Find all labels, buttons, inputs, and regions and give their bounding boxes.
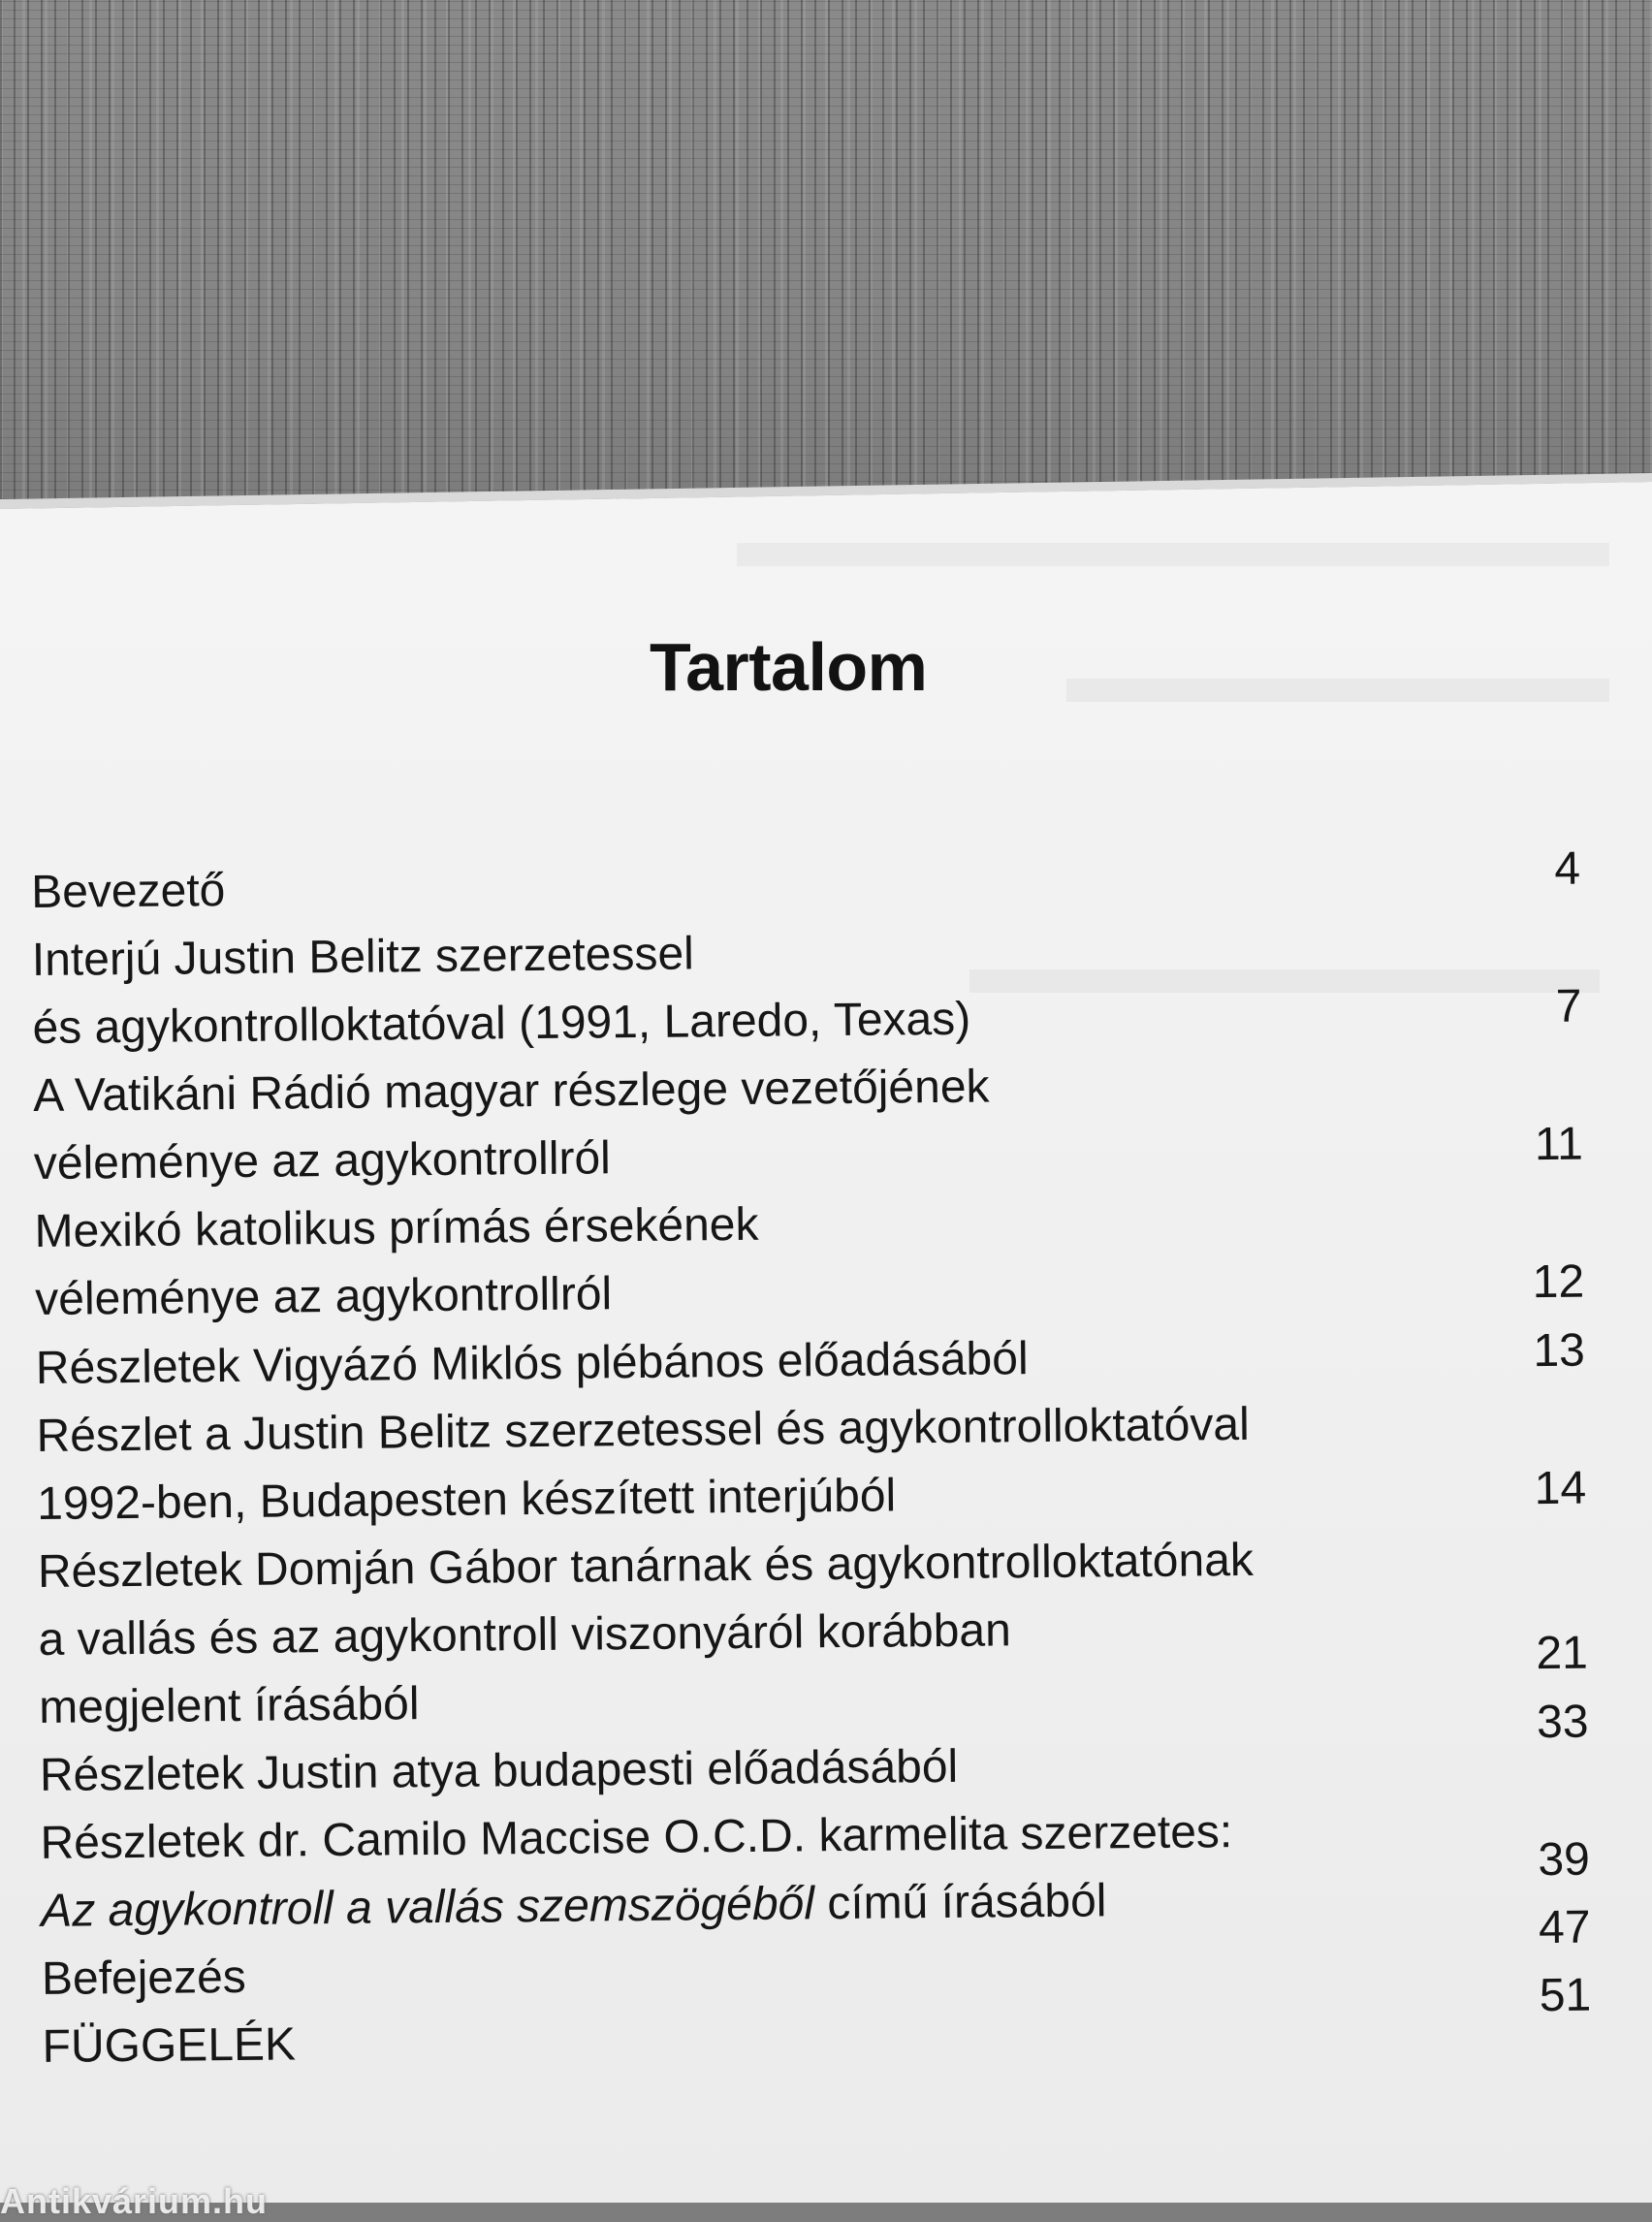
toc-page-number: 14 — [1534, 1462, 1587, 1515]
toc-entry-vigyazo-miklos: Részletek Vigyázó Miklós plébános előadásából — [35, 1333, 1029, 1394]
toc-page-number: 7 — [1555, 980, 1582, 1032]
toc-page-number: 51 — [1539, 1969, 1592, 2022]
toc-entry-reszlet-1992: Részlet a Justin Belitz szerzetessel és agykontrolloktatóval — [36, 1398, 1251, 1462]
toc-entry-italic-title: Az agykontroll a vallás szemszögéből — [41, 1878, 815, 1937]
toc-entry-reszlet-1992-cont: 1992-ben, Budapesten készített interjúból — [36, 1470, 897, 1530]
toc-entry-title-suffix: című írásából — [813, 1875, 1107, 1930]
toc-page-number: 47 — [1538, 1901, 1591, 1954]
toc-page-number: 12 — [1532, 1255, 1585, 1309]
toc-entry-justin-atya: Részletek Justin atya budapesti előadásából — [39, 1740, 959, 1801]
toc-entry-vatikani-radio-cont: véleménye az agykontrollról — [33, 1132, 612, 1190]
toc-entry-camilo-maccise-title — [41, 1875, 1107, 1937]
watermark: Antikvárium.hu — [0, 2181, 269, 2221]
toc-page-number: 39 — [1538, 1833, 1591, 1887]
toc-page-number: 21 — [1536, 1627, 1589, 1680]
toc-entry-interju-1991-cont: és agykontrolloktatóval (1991, Laredo, Texas) — [32, 993, 971, 1054]
toc-page-number: 33 — [1536, 1696, 1589, 1749]
toc-entry-fuggelek: FÜGGELÉK — [42, 2018, 297, 2073]
toc-entry-mexiko-ersek: Mexikó katolikus prímás érsekének — [34, 1198, 759, 1257]
toc-page-number: 13 — [1533, 1324, 1586, 1378]
toc-entry-vatikani-radio: A Vatikáni Rádió magyar részlege vezetőjének — [32, 1061, 990, 1122]
toc-entry-camilo-maccise: Részletek dr. Camilo Maccise O.C.D. karmelita szerzetes: — [40, 1806, 1233, 1869]
toc-entry-interju-1991: Interjú Justin Belitz szerzetessel — [31, 928, 695, 986]
toc-entry-bevezeto: Bevezető — [30, 865, 226, 918]
toc-page-number: 4 — [1554, 842, 1581, 895]
toc-entry-domjan-gabor-cont2: megjelent írásából — [39, 1678, 420, 1733]
toc-entry-domjan-gabor: Részletek Domján Gábor tanárnak és agykontrolloktatónak — [37, 1534, 1255, 1598]
toc-entry-mexiko-ersek-cont: véleménye az agykontrollról — [34, 1268, 613, 1325]
toc-entry-befejezes: Befejezés — [41, 1951, 246, 2005]
toc-page-number: 11 — [1534, 1118, 1584, 1171]
page-title: Tartalom — [650, 629, 928, 705]
toc-entry-domjan-gabor-cont: a vallás és az agykontroll viszonyáról korábban — [38, 1604, 1012, 1666]
